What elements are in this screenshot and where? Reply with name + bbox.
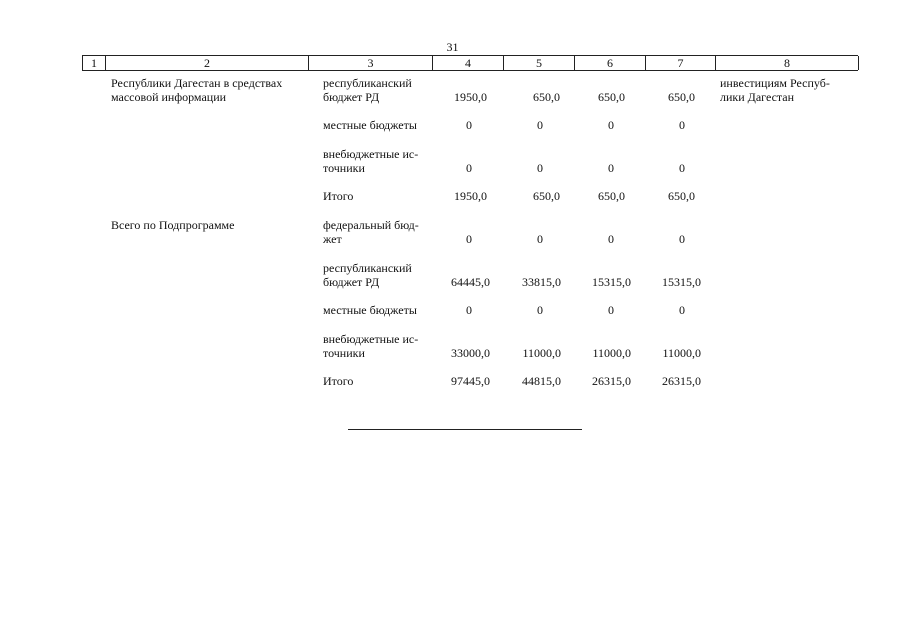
source-label: местные бюджеты <box>323 118 417 132</box>
value-col6: 650,0 <box>598 90 625 104</box>
source-label: федеральный бюд- <box>323 218 419 232</box>
value-col7: 0 <box>679 118 685 132</box>
value-col7: 0 <box>679 232 685 246</box>
source-label-cont: точники <box>323 161 365 175</box>
page-number: 31 <box>446 40 459 54</box>
value-col7: 15315,0 <box>662 275 701 289</box>
value-col7: 650,0 <box>668 90 695 104</box>
header-col-8: 8 <box>715 56 859 70</box>
source-label: республиканский <box>323 261 412 275</box>
table-header <box>82 55 858 71</box>
value-col6: 0 <box>608 303 614 317</box>
value-col7: 0 <box>679 161 685 175</box>
value-col6: 0 <box>608 232 614 246</box>
source-label-cont: жет <box>323 232 342 246</box>
value-col4: 97445,0 <box>451 374 490 388</box>
value-col6: 11000,0 <box>592 346 631 360</box>
value-col4: 64445,0 <box>451 275 490 289</box>
source-label-cont: бюджет РД <box>323 275 380 289</box>
value-col5: 0 <box>537 118 543 132</box>
value-col7: 650,0 <box>668 189 695 203</box>
value-col7: 11000,0 <box>662 346 701 360</box>
value-col4: 0 <box>466 232 472 246</box>
value-col6: 650,0 <box>598 189 625 203</box>
value-col6: 26315,0 <box>592 374 631 388</box>
value-col4: 1950,0 <box>454 189 487 203</box>
header-col-2: 2 <box>105 56 308 70</box>
value-col5: 0 <box>537 232 543 246</box>
value-col5: 44815,0 <box>522 374 561 388</box>
value-col5: 650,0 <box>533 90 560 104</box>
source-label-cont: точники <box>323 346 365 360</box>
source-label: республиканский <box>323 76 412 90</box>
value-col5: 11000,0 <box>522 346 561 360</box>
header-col-6: 6 <box>574 56 645 70</box>
value-col6: 0 <box>608 118 614 132</box>
value-col5: 0 <box>537 303 543 317</box>
source-label-cont: бюджет РД <box>323 90 380 104</box>
value-col4: 33000,0 <box>451 346 490 360</box>
value-col4: 0 <box>466 161 472 175</box>
value-col7: 0 <box>679 303 685 317</box>
value-col4: 0 <box>466 303 472 317</box>
program-name-line1: Республики Дагестан в средствах <box>111 76 283 90</box>
note-line2: лики Дагестан <box>720 90 795 104</box>
header-col-4: 4 <box>432 56 503 70</box>
value-col5: 0 <box>537 161 543 175</box>
value-col5: 650,0 <box>533 189 560 203</box>
value-col6: 0 <box>608 161 614 175</box>
subprogram-total-label: Всего по Подпрограмме <box>111 218 235 232</box>
header-col-5: 5 <box>503 56 574 70</box>
value-col4: 1950,0 <box>454 90 487 104</box>
source-label: Итого <box>323 189 354 203</box>
source-label: внебюджетные ис- <box>323 147 419 161</box>
note-line1: инвестициям Респуб- <box>720 76 830 90</box>
program-name-line2: массовой информации <box>111 90 227 104</box>
value-col6: 15315,0 <box>592 275 631 289</box>
source-label: внебюджетные ис- <box>323 332 419 346</box>
header-col-7: 7 <box>645 56 715 70</box>
header-col-3: 3 <box>308 56 432 70</box>
closing-rule <box>348 429 582 430</box>
value-col7: 26315,0 <box>662 374 701 388</box>
value-col5: 33815,0 <box>522 275 561 289</box>
source-label: местные бюджеты <box>323 303 417 317</box>
header-col-1: 1 <box>82 56 105 70</box>
source-label: Итого <box>323 374 354 388</box>
value-col4: 0 <box>466 118 472 132</box>
